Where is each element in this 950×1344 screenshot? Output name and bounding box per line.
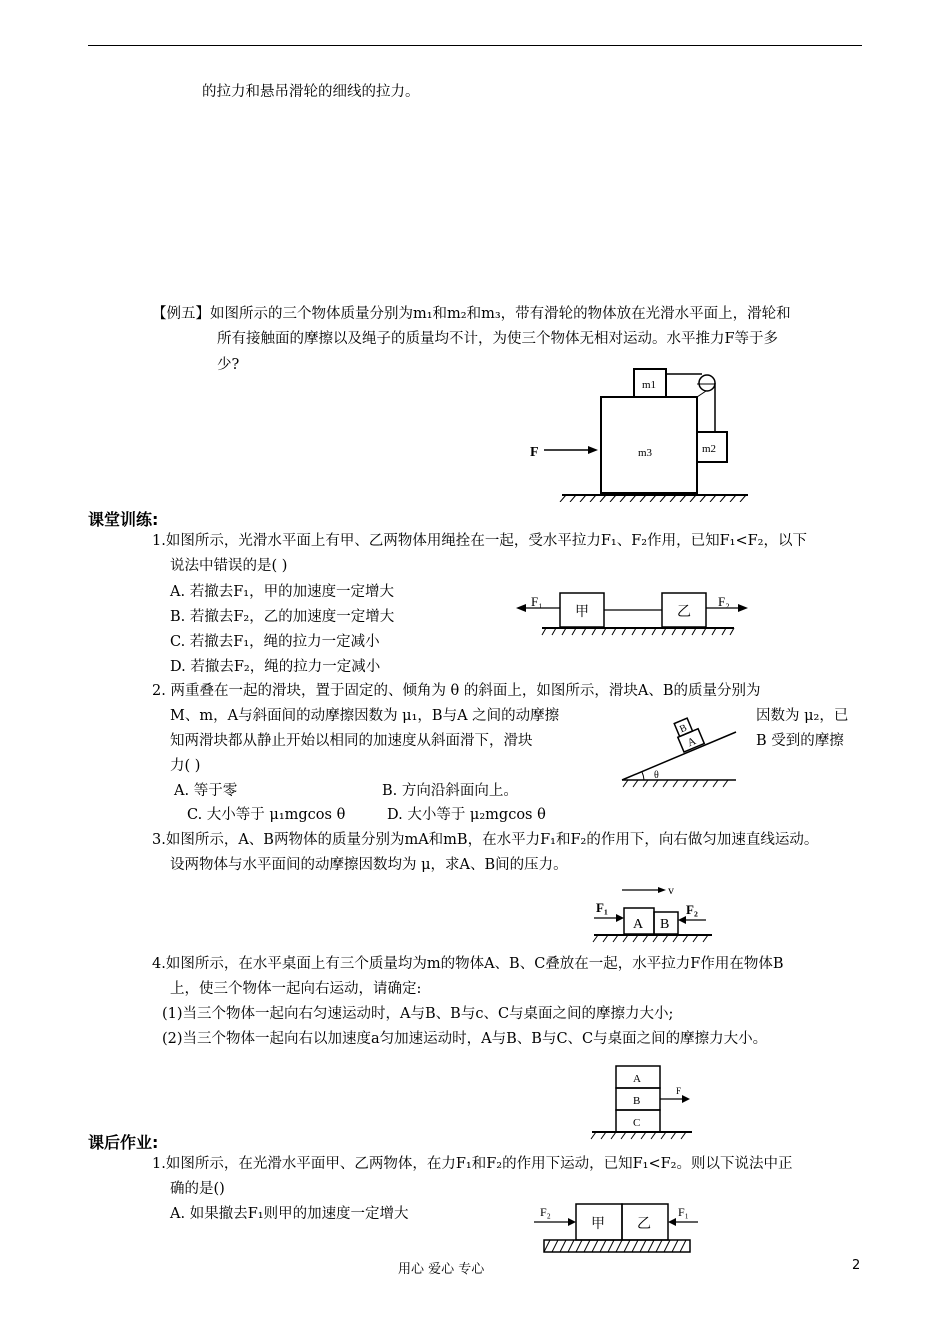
q2-line2a: M、m，A与斜面间的动摩擦因数为 μ₁，B与A 之间的动摩擦 bbox=[170, 708, 560, 724]
q3-label-F1: F₁ bbox=[596, 900, 608, 915]
q4-line3: (1)当三个物体一起向右匀速运动时，A与B、B与c、C与桌面之间的摩擦力大小; bbox=[162, 1006, 674, 1022]
q1-line2: 说法中错误的是( ) bbox=[170, 558, 288, 574]
q4-line1: 4.如图所示，在水平桌面上有三个质量均为m的物体A、B、C叠放在一起，水平拉力F作用在物体B bbox=[152, 956, 784, 972]
example5-line1: 【例五】如图所示的三个物体质量分别为m₁和m₂和m₃，带有滑轮的物体放在光滑水平面上，滑轮和 bbox=[152, 306, 791, 322]
q4-label-C: C bbox=[633, 1117, 641, 1129]
label-m3: m3 bbox=[638, 447, 653, 459]
q2-line4: 力( ) bbox=[170, 758, 201, 774]
hw1-line2: 确的是() bbox=[170, 1181, 225, 1197]
q1-label-yi: 乙 bbox=[677, 605, 691, 620]
hw1-label-F2: F₂ bbox=[540, 1205, 551, 1219]
q3-label-F2: F₂ bbox=[686, 902, 698, 917]
q2-line1: 2. 两重叠在一起的滑块，置于固定的、倾角为 θ 的斜面上，如图所示，滑块A、B的质量分别为 bbox=[152, 683, 761, 699]
q1-label-jia: 甲 bbox=[575, 605, 589, 620]
q3-line2: 设两物体与水平面间的动摩擦因数均为 μ，求A、B间的压力。 bbox=[170, 857, 568, 873]
q4-line4: (2)当三个物体一起向右以加速度a匀加速运动时，A与B、B与C、C与桌面之间的摩擦力大小。 bbox=[162, 1031, 768, 1047]
label-m1: m1 bbox=[642, 379, 657, 391]
q1-option-c: C. 若撤去F₁，绳的拉力一定减小 bbox=[170, 634, 380, 650]
hw1-label-jia: 甲 bbox=[591, 1217, 605, 1232]
q2-option-c: C. 大小等于 μ₁mgcos θ bbox=[187, 807, 346, 823]
q1-option-a: A. 若撤去F₁，甲的加速度一定增大 bbox=[170, 584, 395, 600]
q4-label-F: F bbox=[676, 1086, 682, 1096]
hw1-option-a: A. 如果撤去F₁则甲的加速度一定增大 bbox=[170, 1206, 409, 1222]
page-number: 2 bbox=[852, 1258, 861, 1273]
header-rule bbox=[88, 45, 862, 46]
q4-label-B: B bbox=[633, 1095, 641, 1107]
q2-label-B: B bbox=[678, 722, 689, 736]
q2-option-d: D. 大小等于 μ₂mgcos θ bbox=[387, 807, 546, 823]
example5-line2: 所有接触面的摩擦以及绳子的质量均不计，为使三个物体无相对运动。水平推力F等于多 bbox=[217, 331, 779, 347]
q3-label-v: v bbox=[668, 883, 674, 897]
example5-line3: 少? bbox=[217, 357, 240, 373]
q2-line3a: 知两滑块都从静止开始以相同的加速度从斜面滑下，滑块 bbox=[170, 733, 533, 749]
q4-figure bbox=[588, 1060, 698, 1142]
q2-option-b: B. 方向沿斜面向上。 bbox=[382, 783, 518, 799]
q2-option-a: A. 等于零 bbox=[174, 783, 238, 799]
q1-label-F2: F₂ bbox=[718, 594, 730, 609]
footer-motto: 用心 爱心 专心 bbox=[398, 1262, 485, 1277]
q1-option-b: B. 若撤去F₂，乙的加速度一定增大 bbox=[170, 609, 395, 625]
q2-line3b: B 受到的摩擦 bbox=[756, 733, 844, 749]
q1-line1: 1.如图所示，光滑水平面上有甲、乙两物体用绳拴在一起，受水平拉力F₁、F₂作用，已知F₁<F₂，以下 bbox=[152, 533, 807, 549]
hw1-label-F1: F₁ bbox=[678, 1205, 689, 1219]
label-F: F bbox=[530, 445, 539, 460]
q1-figure bbox=[512, 588, 752, 638]
q4-line2: 上，使三个物体一起向右运动，请确定: bbox=[170, 981, 422, 997]
q2-label-theta: θ bbox=[654, 770, 659, 781]
hw1-line1: 1.如图所示，在光滑水平面甲、乙两物体，在力F₁和F₂的作用下运动，已知F₁<F₂。则以下说法中正 bbox=[152, 1156, 793, 1172]
hw1-figure bbox=[528, 1196, 700, 1258]
q3-figure bbox=[588, 882, 718, 944]
q3-label-B: B bbox=[660, 917, 670, 932]
continued-text: 的拉力和悬吊滑轮的细线的拉力。 bbox=[202, 84, 420, 100]
q2-line2b: 因数为 μ₂，已 bbox=[756, 708, 849, 724]
example5-figure bbox=[520, 362, 760, 502]
q2-label-A: A bbox=[685, 735, 698, 750]
q1-label-F1: F₁ bbox=[531, 594, 543, 609]
q4-label-A: A bbox=[633, 1073, 641, 1085]
section-homework: 课后作业: bbox=[88, 1133, 159, 1152]
q3-label-A: A bbox=[633, 917, 644, 932]
q2-incline-figure bbox=[614, 702, 744, 792]
q3-line1: 3.如图所示，A、B两物体的质量分别为mA和mB，在水平力F₁和F₂的作用下，向右做匀加速直线运动。 bbox=[152, 832, 819, 848]
hw1-label-yi: 乙 bbox=[637, 1217, 651, 1232]
label-m2: m2 bbox=[702, 443, 717, 455]
q1-option-d: D. 若撤去F₂，绳的拉力一定减小 bbox=[170, 659, 381, 675]
section-class-training: 课堂训练: bbox=[88, 510, 159, 529]
